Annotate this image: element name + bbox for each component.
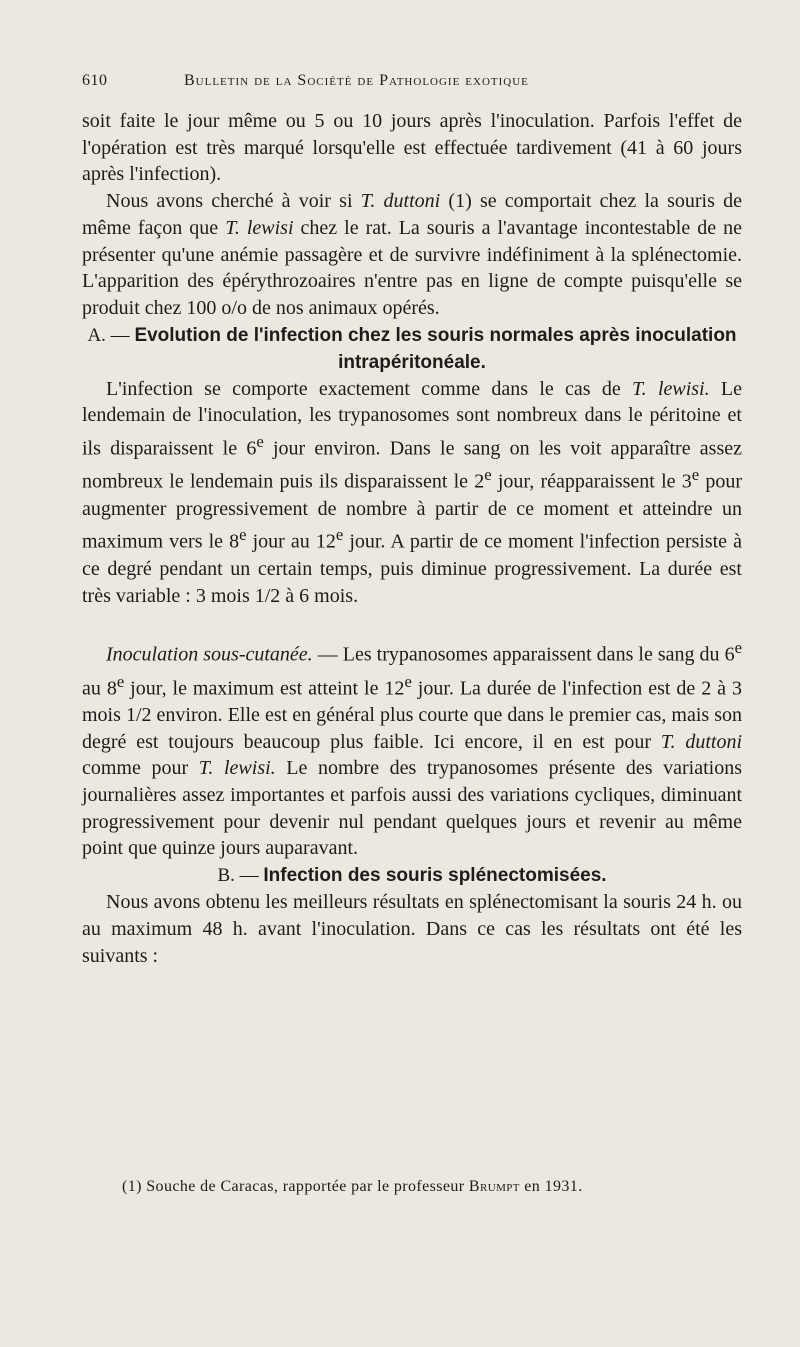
- text-run: au 8: [82, 677, 117, 700]
- superscript: e: [484, 465, 492, 485]
- italic-run: T. lewisi.: [198, 757, 276, 780]
- superscript: e: [239, 525, 247, 545]
- footnote: [122, 1178, 742, 1196]
- text-run: jour. A partir de ce moment l'infection persiste à ce degré pendant un certain temps, puis diminue progressivement. La durée est très variable : 3 mois 1/2 à 6 mois.: [82, 531, 742, 607]
- body-text: [82, 108, 742, 969]
- text-run: pour augmenter progressivement de nombre à partir de ce moment et atteindre un maximum vers le 8: [82, 471, 742, 554]
- text-run: jour, réapparaissent le 3: [491, 471, 692, 494]
- superscript: e: [404, 671, 412, 691]
- italic-run: T. lewisi: [225, 216, 294, 239]
- text-run: — Les trypanosomes apparaissent dans le sang du 6: [312, 643, 735, 666]
- superscript: e: [734, 638, 743, 658]
- footnote-text: (1) Souche de Caracas, rapportée par le professeur: [122, 1178, 469, 1195]
- paragraph-1: soit faite le jour même ou 5 ou 10 jours après l'inoculation. Parfois l'effet de l'opération est très marqué lorsqu'elle est effectuée tardivement (41 à 60 jours après l'infection).: [82, 110, 742, 186]
- text-run: Nous avons cherché à voir si: [106, 190, 361, 213]
- footnote-text: en 1931.: [519, 1178, 583, 1195]
- text-run: Le lendemain de l'inoculation, les trypanosomes sont nombreux dans le péritoine et ils disparaissent le 6: [82, 377, 742, 460]
- section-label: B. —: [217, 865, 264, 887]
- section-heading-b: [82, 862, 742, 889]
- paragraph-5: Nous avons obtenu les meilleurs résultats en splénectomisant la souris 24 h. ou au maximum 48 h. avant l'inoculation. Dans ce cas les résultats ont été les suivants :: [82, 891, 742, 967]
- section-title: Evolution de l'infection chez les souris normales après inoculation intrapéritonéale.: [134, 324, 737, 373]
- superscript: e: [335, 525, 344, 545]
- section-label: A. —: [87, 324, 135, 346]
- text-run: (1) se comportait chez la souris de même façon que: [82, 190, 742, 239]
- superscript: e: [116, 671, 125, 691]
- italic-run: T. lewisi.: [632, 377, 710, 400]
- section-heading-a: [82, 322, 742, 376]
- page-number: 610: [82, 72, 108, 89]
- superscript: e: [691, 465, 700, 485]
- text-run: jour, le maximum est atteint le 12: [124, 677, 405, 700]
- text-run: chez le rat. La souris a l'avantage incontestable de ne présenter qu'une anémie passagère et de survivre indéfiniment à la splénectomie. L'apparition des épérythrozoaires n'entre pas en ligne de compte puisqu'elle se produit chez 100 o/o de nos animaux opérés.: [82, 216, 742, 319]
- section-title: Infection des souris splénectomisées.: [263, 865, 607, 887]
- page-header: [82, 72, 742, 102]
- text-run: comme pour: [82, 757, 199, 780]
- italic-run: T. duttoni: [660, 730, 743, 753]
- paragraph-2: [82, 188, 742, 322]
- text-run: Le nombre des trypanosomes présente des variations journalières assez importantes et parfois aussi des variations cycliques, diminuant progressivement pour devenir nul pendant quelques jours et revenir au même point que quinze jours auparavant.: [82, 757, 743, 860]
- text-run: jour. La durée de l'infection est de 2 à 3 mois 1/2 environ. Elle est en général plus courte que dans le premier cas, mais son degré est toujours beaucoup plus faible. Ici encore, il en est pour: [82, 677, 742, 753]
- running-title: Bulletin de la Société de Pathologie exotique: [184, 72, 529, 89]
- paragraph-4: [82, 635, 742, 862]
- italic-run: Inoculation sous-cutanée.: [106, 643, 313, 666]
- superscript: e: [256, 432, 264, 452]
- footnote-author: Brumpt: [468, 1178, 520, 1195]
- italic-run: T. duttoni: [360, 190, 441, 213]
- paragraph-3: [82, 376, 742, 610]
- text-run: jour au 12: [246, 531, 336, 554]
- text-run: jour environ. Dans le sang on les voit apparaître assez nombreux le lendemain puis ils disparaissent le 2: [82, 437, 742, 494]
- text-run: L'infection se comporte exactement comme dans le cas de: [106, 377, 633, 400]
